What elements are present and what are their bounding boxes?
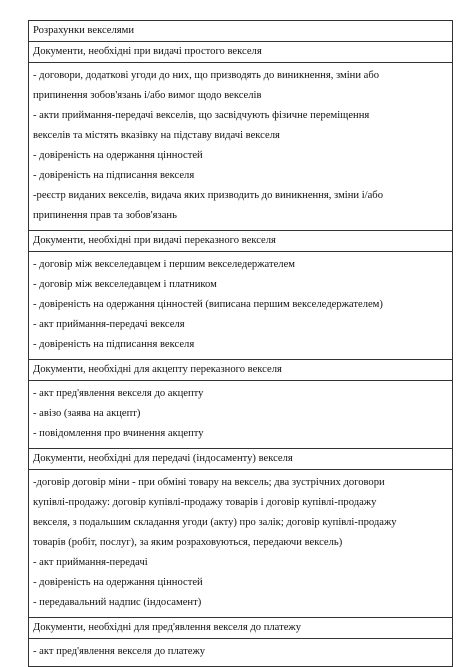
document-item-line: припинення прав та зобов'язань [33,210,177,221]
section-header-cell [29,231,453,252]
document-item-line: - довіреність на одержання цінностей (виписана першим векселедержателем) [33,299,383,310]
document-item-line: -договір договір міни - при обміні товару на вексель; два зустрічних договори [33,477,385,488]
section-content-row [29,639,453,667]
section-content-cell [29,470,453,618]
section-content-row [29,252,453,360]
document-item-line: -реєстр виданих векселів, видача яких призводить до виникнення, зміни і/або [33,190,383,201]
section-header-row [29,231,453,252]
section-content-cell [29,63,453,231]
section-header-cell [29,42,453,63]
document-item-line: - авізо (заява на акцепт) [33,408,141,419]
section-header-cell [29,21,453,42]
document-item-line: припинення зобов'язань і/або вимог щодо векселів [33,90,262,101]
section-content-row [29,63,453,231]
document-item-line: - договір між векселедавцем і платником [33,279,217,290]
section-content-cell [29,381,453,449]
section-header-row [29,21,453,42]
section-header-row [29,42,453,63]
section-title: Документи, необхідні для передачі (індосаменту) векселя [33,453,293,464]
document-item-line: - довіреність на одержання цінностей [33,577,203,588]
document-item-line: - акт приймання-передачі [33,557,148,568]
section-title: Документи, необхідні при видачі переказного векселя [33,235,276,246]
documents-table-body [29,21,453,667]
document-item-line: - повідомлення про вчинення акцепту [33,428,204,439]
section-header-row [29,449,453,470]
document-item-line: - акт пред'явлення векселя до акцепту [33,388,204,399]
section-header-row [29,360,453,381]
section-content-cell [29,252,453,360]
section-content-row [29,381,453,449]
document-item-line: - довіреність на підписання векселя [33,170,195,181]
document-item-line: векселя, з подальшим складання угоди (акту) про залік; договір купівлі-продажу [33,517,397,528]
document-item-line: - довіреність на одержання цінностей [33,150,203,161]
document-item-line: - договори, додаткові угоди до них, що призводять до виникнення, зміни або [33,70,380,81]
section-header-row [29,618,453,639]
section-header-cell [29,449,453,470]
section-content-row [29,470,453,618]
document-item-line: купівлі-продажу: договір купівлі-продажу товарів і договір купівлі-продажу [33,497,377,508]
section-title: Документи, необхідні для пред'явлення векселя до платежу [33,622,302,633]
document-item-line: - акти приймання-передачі векселів, що засвідчують фізичне переміщення [33,110,370,121]
document-item-line: - договір між векселедавцем і першим векселедержателем [33,259,295,270]
documents-table [28,20,453,667]
section-header-cell [29,360,453,381]
section-header-cell [29,618,453,639]
section-title: Документи, необхідні для акцепту переказного векселя [33,364,282,375]
document-item-line: - акт приймання-передачі векселя [33,319,185,330]
section-title: Розрахунки векселями [33,25,135,36]
document-item-line: - передавальний надпис (індосамент) [33,597,202,608]
document-item-line: - акт пред'явлення векселя до платежу [33,646,206,657]
document-item-line: векселів та містять вказівку на підставу видачі векселя [33,130,280,141]
document-item-line: товарів (робіт, послуг), за яким розраховуються, передаючи вексель) [33,537,343,548]
section-content-cell [29,639,453,667]
section-title: Документи, необхідні при видачі простого векселя [33,46,262,57]
document-item-line: - довіреність на підписання векселя [33,339,195,350]
